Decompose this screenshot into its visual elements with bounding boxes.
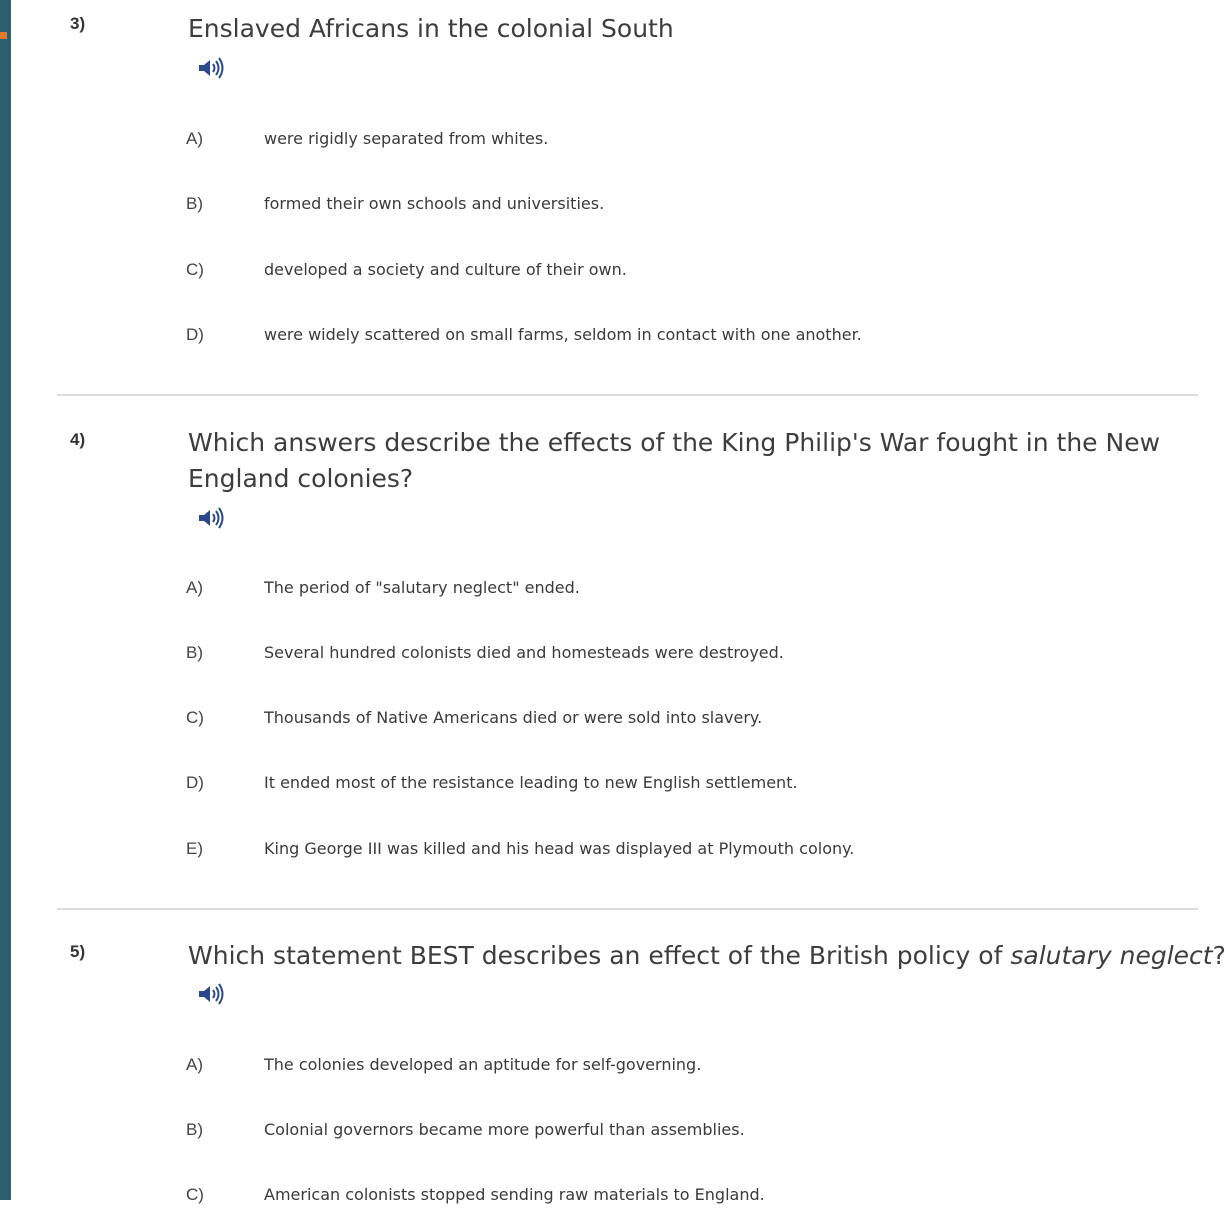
option-letter: A) — [186, 578, 203, 597]
answer-option-c[interactable] — [186, 256, 1186, 284]
stem-text: Which statement BEST describes an effect of the British policy of — [188, 941, 1011, 970]
option-letter: B) — [186, 194, 203, 213]
option-text: The colonies developed an aptitude for self-governing. — [264, 1055, 702, 1074]
question-number: 4) — [70, 430, 86, 449]
speaker-icon[interactable] — [198, 982, 226, 1006]
option-letter: C) — [186, 260, 204, 279]
option-letter: A) — [186, 129, 203, 148]
answer-option-d[interactable] — [186, 321, 1186, 349]
stem-italic-term: salutary neglect — [1010, 941, 1213, 970]
answer-option-b[interactable] — [186, 190, 1186, 218]
option-letter: C) — [186, 1185, 204, 1204]
answer-option-c[interactable] — [186, 1181, 1186, 1209]
option-letter: B) — [186, 1120, 203, 1139]
question-number: 3) — [70, 14, 86, 33]
option-text: King George III was killed and his head was displayed at Plymouth colony. — [264, 839, 855, 858]
question-number: 5) — [70, 942, 86, 961]
option-text: The period of "salutary neglect" ended. — [264, 578, 580, 597]
speaker-icon[interactable] — [198, 56, 226, 80]
option-letter: D) — [186, 325, 204, 344]
question-stem: Which answers describe the effects of the King Philip's War fought in the New England colonies? — [188, 428, 1161, 493]
option-letter: D) — [186, 773, 204, 792]
option-letter: A) — [186, 1055, 203, 1074]
answer-option-e[interactable] — [186, 835, 1186, 863]
answer-option-a[interactable] — [186, 1051, 1186, 1079]
question-3 — [57, 0, 1198, 396]
quiz-content — [57, 0, 1226, 1204]
option-text: American colonists stopped sending raw materials to England. — [264, 1185, 765, 1204]
option-text: were rigidly separated from whites. — [264, 129, 549, 148]
option-text: It ended most of the resistance leading to new English settlement. — [264, 773, 798, 792]
left-sidebar-strip — [0, 0, 11, 1200]
answer-option-a[interactable] — [186, 574, 1186, 602]
option-text: Colonial governors became more powerful than assemblies. — [264, 1120, 745, 1139]
left-accent-marker — [0, 32, 7, 39]
answer-option-c[interactable] — [186, 704, 1186, 732]
option-text: Thousands of Native Americans died or were sold into slavery. — [264, 708, 763, 727]
option-text: formed their own schools and universities. — [264, 194, 605, 213]
question-5 — [57, 910, 1226, 1204]
question-4 — [57, 396, 1198, 910]
answer-option-d[interactable] — [186, 769, 1186, 797]
option-letter: C) — [186, 708, 204, 727]
option-letter: B) — [186, 643, 203, 662]
answer-option-a[interactable] — [186, 125, 1186, 153]
stem-punctuation: ? — [1212, 941, 1226, 970]
option-text: Several hundred colonists died and homesteads were destroyed. — [264, 643, 784, 662]
question-stem — [188, 938, 1226, 974]
option-letter: E) — [186, 839, 203, 858]
option-text: developed a society and culture of their own. — [264, 260, 627, 279]
question-stem: Enslaved Africans in the colonial South — [188, 14, 674, 43]
answer-option-b[interactable] — [186, 639, 1186, 667]
answer-option-b[interactable] — [186, 1116, 1186, 1144]
option-text: were widely scattered on small farms, seldom in contact with one another. — [264, 325, 862, 344]
speaker-icon[interactable] — [198, 506, 226, 530]
